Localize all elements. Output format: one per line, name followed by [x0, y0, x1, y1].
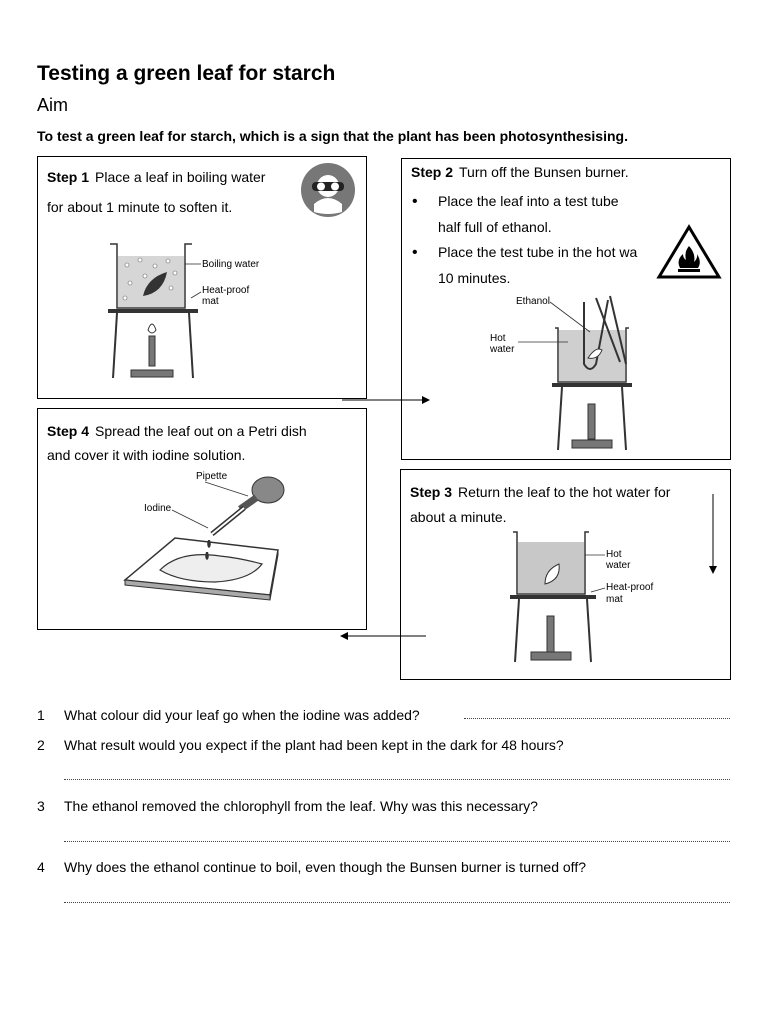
step2-label-water: water [490, 344, 515, 355]
step3-label: Step 3 [410, 484, 453, 500]
question-1-answer-line[interactable] [464, 718, 730, 719]
step2-label-ethanol: Ethanol [516, 296, 550, 307]
step2-bullet1-dot: • [412, 193, 418, 210]
step2-bullet1-line2: half full of ethanol. [438, 219, 552, 235]
step4-label-pipette: Pipette [196, 471, 228, 482]
step3-label-hot: Hot [606, 549, 622, 560]
step4-label-iodine: Iodine [144, 503, 172, 514]
question-3-number: 3 [37, 798, 45, 814]
step2-bullet1-line1: Place the leaf into a test tube [438, 193, 619, 209]
arrow-down-icon [708, 494, 718, 576]
safety-goggles-icon [300, 162, 356, 218]
question-1-number: 1 [37, 707, 45, 723]
step3-line2: about a minute. [410, 509, 507, 525]
step1-label-boiling-water: Boiling water [202, 259, 260, 270]
step2-label-hot: Hot [490, 333, 506, 344]
step2-line1: Step 2 Turn off the Bunsen burner. [411, 164, 629, 180]
step2-bullet2-line1: Place the test tube in the hot wa [438, 244, 638, 260]
step2-bullet2-dot: • [412, 244, 418, 261]
question-3-answer-line[interactable] [64, 841, 730, 842]
step1-label-mat: mat [202, 296, 219, 307]
question-4-text: Why does the ethanol continue to boil, even though the Bunsen burner is turned off? [64, 859, 586, 875]
question-2-text: What result would you expect if the plant had been kept in the dark for 48 hours? [64, 737, 564, 753]
step3-label-mat: mat [606, 594, 623, 605]
question-3-text: The ethanol removed the chlorophyll from the leaf. Why was this necessary? [64, 798, 538, 814]
step3-line1: Step 3 Return the leaf to the hot water for [410, 484, 671, 500]
step3-label-heat-proof: Heat-proof [606, 582, 654, 593]
arrow-right-icon [342, 395, 432, 405]
step2-bullet2-line2: 10 minutes. [438, 270, 511, 286]
step4-line2: and cover it with iodine solution. [47, 447, 246, 463]
page-title: Testing a green leaf for starch [37, 62, 336, 85]
question-2-answer-line[interactable] [64, 779, 730, 780]
step4-label: Step 4 [47, 423, 90, 439]
aim-text: To test a green leaf for starch, which is a sign that the plant has been photosynthesising. [37, 128, 628, 144]
question-4-number: 4 [37, 859, 45, 875]
step1-line1: Step 1 Place a leaf in boiling water [47, 169, 266, 185]
question-1-text: What colour did your leaf go when the iodine was added? [64, 707, 420, 723]
question-2-number: 2 [37, 737, 45, 753]
arrow-left-icon [340, 631, 428, 641]
step1-label: Step 1 [47, 169, 90, 185]
aim-heading: Aim [37, 95, 68, 115]
flammable-warning-icon [656, 224, 722, 280]
step1-line2: for about 1 minute to soften it. [47, 199, 233, 215]
step3-label-water: water [606, 560, 631, 571]
step4-diagram [120, 470, 300, 610]
question-4-answer-line[interactable] [64, 902, 730, 903]
step4-line1: Step 4 Spread the leaf out on a Petri dish [47, 423, 307, 439]
step1-label-heat-proof: Heat-proof [202, 285, 250, 296]
step2-diagram [540, 292, 650, 452]
step2-label: Step 2 [411, 164, 454, 180]
